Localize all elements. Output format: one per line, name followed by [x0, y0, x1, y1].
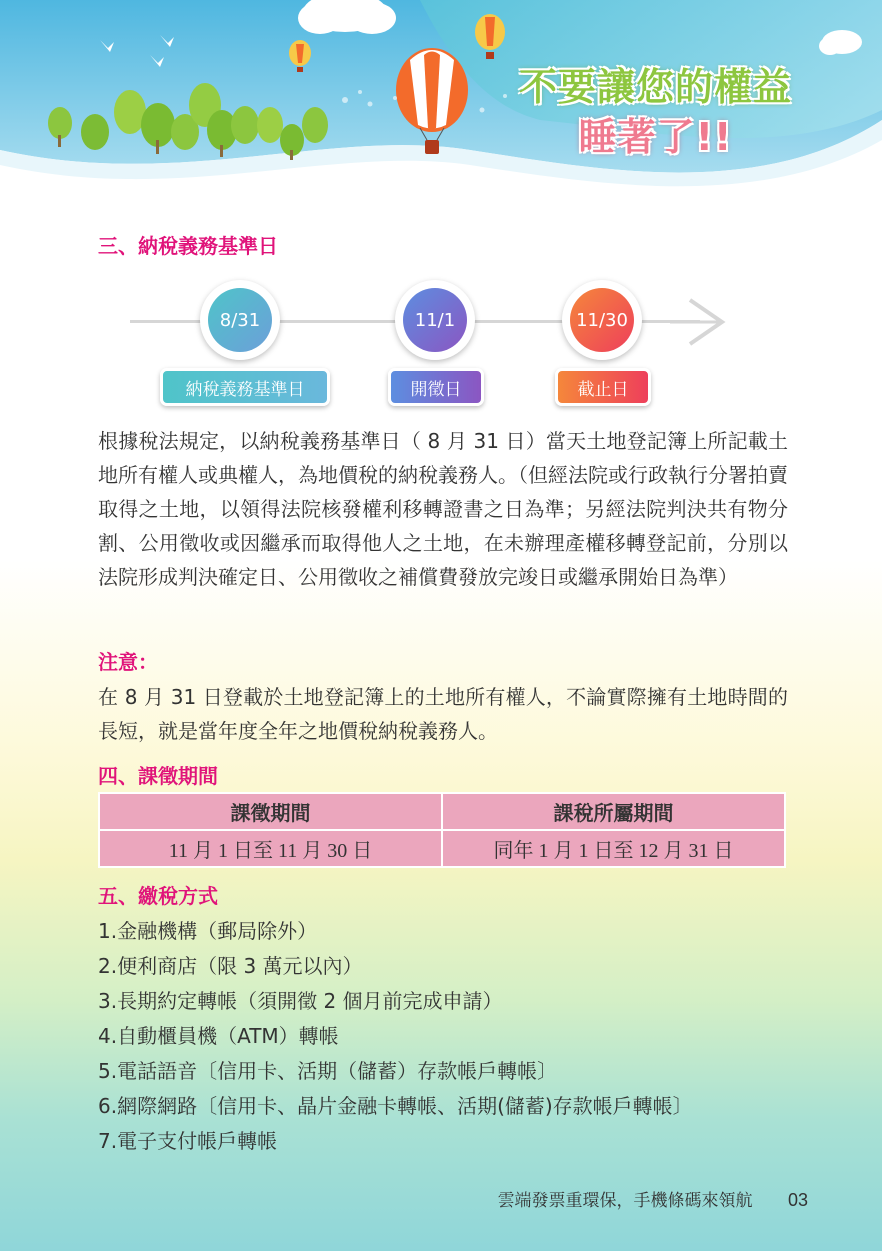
tag-base-date: 納稅義務基準日	[160, 368, 330, 406]
section3-title: 三、納稅義務基準日	[98, 234, 278, 258]
section4-title: 四、課徵期間	[98, 764, 218, 788]
note-title: 注意：	[98, 650, 158, 674]
table-row	[99, 830, 785, 867]
footer	[498, 1186, 808, 1211]
tag-start-date: 開徵日	[388, 368, 484, 406]
list-item: 2.便利商店（限 3 萬元以內）	[98, 954, 363, 978]
date-8-31: 8/31	[208, 288, 272, 352]
timeline-node-start-date	[395, 280, 475, 360]
arrow-right-icon	[670, 292, 730, 352]
list-item: 3.長期約定轉帳（須開徵 2 個月前完成申請）	[98, 989, 503, 1013]
date-11-30: 11/30	[570, 288, 634, 352]
list-item: 1.金融機構（郵局除外）	[98, 919, 318, 943]
table-cell-tax-period: 同年 1 月 1 日至 12 月 31 日	[442, 830, 785, 867]
list-item: 5.電話語音〔信用卡、活期（儲蓄）存款帳戶轉帳〕	[98, 1059, 558, 1083]
page-number: 03	[787, 1190, 808, 1210]
section3-paragraph: 根據稅法規定，以納稅義務基準日（ 8 月 31 日）當天土地登記簿上所記載土地所有權人或典權人，為地價稅的納稅義務人。（但經法院或行政執行分署拍賣取得之土地，以領得法院核發權利移轉證書之日為準；另經法院判決共有物分割、公用徵收或因繼承而取得他人之土地，在未辦理產權移轉登記前，分別以法院形成判決確定日、公用徵收之補償費發放完竣日或繼承開始日為準）	[98, 429, 788, 589]
note-text: 在 8 月 31 日登載於土地登記簿上的土地所有權人，不論實際擁有土地時間的長短，就是當年度全年之地價稅納稅義務人。	[98, 685, 788, 743]
tag-deadline: 截止日	[555, 368, 651, 406]
table-cell-levy-period: 11 月 1 日至 11 月 30 日	[99, 830, 442, 867]
payment-methods-list	[98, 914, 693, 1159]
timeline-node-base-date	[200, 280, 280, 360]
timeline-node-deadline	[562, 280, 642, 360]
section5-title: 五、繳稅方式	[98, 884, 218, 908]
table-header-tax-period: 課稅所屬期間	[442, 793, 785, 830]
footer-slogan: 雲端發票重環保，手機條碼來領航	[497, 1191, 753, 1211]
list-item: 4.自動櫃員機（ATM）轉帳	[98, 1024, 339, 1048]
timeline	[130, 280, 730, 420]
slogan-line2: 睡著了!!	[578, 115, 733, 159]
list-item: 6.網際網路〔信用卡、晶片金融卡轉帳、活期(儲蓄)存款帳戶轉帳〕	[98, 1094, 693, 1118]
date-11-1: 11/1	[403, 288, 467, 352]
table-header-levy-period: 課徵期間	[99, 793, 442, 830]
levy-period-table	[98, 792, 786, 868]
slogan-line1: 不要讓您的權益	[518, 65, 792, 109]
header-banner	[0, 0, 882, 200]
list-item: 7.電子支付帳戶轉帳	[98, 1129, 278, 1153]
table-header-row	[99, 793, 785, 830]
slogan	[519, 62, 792, 162]
